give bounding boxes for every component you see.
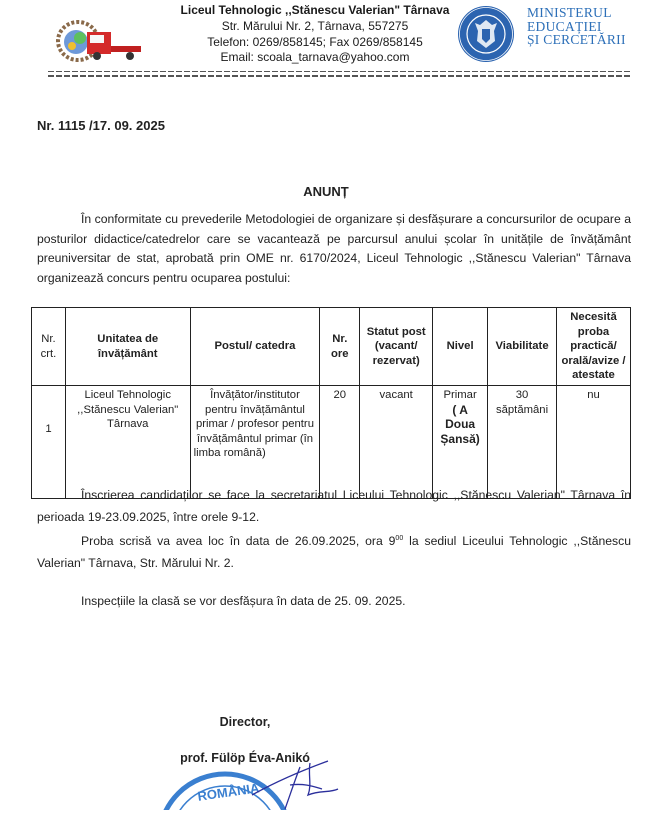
ministry-name xyxy=(527,6,626,47)
header-unitatea: Unitatea de învățământ xyxy=(65,308,190,386)
director-signature xyxy=(250,755,340,810)
cell-unitatea: Liceul Tehnologic ,,Stănescu Valerian" Târnava xyxy=(65,386,190,499)
header-statut: Statut post (vacant/ rezervat) xyxy=(360,308,433,386)
cell-necesita: nu xyxy=(557,386,631,499)
school-address: Str. Mărului Nr. 2, Târnava, 557275 xyxy=(221,19,409,33)
document-title: ANUNȚ xyxy=(303,184,349,199)
director-name: prof. Fülöp Éva-Anikó xyxy=(180,751,310,765)
cell-viabilitate: 30 săptămâni xyxy=(488,386,557,499)
header-viabilitate: Viabilitate xyxy=(488,308,557,386)
inspectii-text: Inspecțiile la clasă se vor desfășura în data de 25. 09. 2025. xyxy=(81,594,406,608)
proba-text-end: la sediul Liceului Tehnologic ,,Stănescu Valerian" Târnava, Str. Mărului Nr. 2. xyxy=(37,534,631,571)
ministry-line-1: MINISTERUL xyxy=(527,5,612,20)
school-logo xyxy=(52,14,147,64)
nivel-extra: ( A Doua Șansă) xyxy=(440,402,480,446)
intro-paragraph xyxy=(37,210,631,288)
cell-nivel xyxy=(433,386,488,499)
header-divider xyxy=(48,71,630,77)
document-number: Nr. 1115 /17. 09. 2025 xyxy=(37,118,165,133)
inscriere-paragraph xyxy=(37,484,631,528)
proba-paragraph xyxy=(37,528,631,574)
table-row xyxy=(32,386,631,499)
header-nr-ore: Nr. ore xyxy=(320,308,360,386)
ministry-line-3: ȘI CERCETĂRII xyxy=(527,32,626,47)
proba-time-superscript: 00 xyxy=(395,535,404,542)
cell-statut: vacant xyxy=(360,386,433,499)
cell-nr-crt: 1 xyxy=(32,386,66,499)
nivel-value: Primar xyxy=(443,389,477,401)
inscriere-text: Înscrierea candidaților se face la secretariatul Liceului Tehnologic ,,Stănescu Valerian" Târnava în perioada 19-23.09.2025, între orele 9-12. xyxy=(37,488,631,524)
header-necesita: Necesită proba practică/ orală/avize / atestate xyxy=(557,308,631,386)
school-email: Email: scoala_tarnava@yahoo.com xyxy=(220,50,410,64)
header-nivel: Nivel xyxy=(433,308,488,386)
school-phone-fax: Telefon: 0269/858145; Fax 0269/858145 xyxy=(207,35,423,49)
posts-table xyxy=(31,307,631,499)
cell-nr-ore: 20 xyxy=(320,386,360,499)
cell-postul: Învățător/institutor pentru învățământul primar / profesor pentru învățământul primar (în limba română) xyxy=(190,386,320,499)
header-nr-crt: Nr. crt. xyxy=(32,308,66,386)
inspectii-paragraph xyxy=(37,592,631,612)
ministry-line-2: EDUCAȚIEI xyxy=(527,18,602,34)
header-postul: Postul/ catedra xyxy=(190,308,320,386)
school-name: Liceul Tehnologic ,,Stănescu Valerian" Târnava xyxy=(180,3,450,17)
intro-text: În conformitate cu prevederile Metodologiei de organizare și desfășurare a concursurilor de ocupare a posturilor didactice/catedrelor care se vacantează pe parcursul anului școlar în unitățile de învățământ preuniversitar de stat, aprobată prin OME nr. 6170/2024, Liceul Tehnologic ,,Stănescu Valerian" Târnava organizează concurs pentru ocuparea postului: xyxy=(37,212,631,285)
director-label: Director, xyxy=(219,715,271,729)
table-header-row xyxy=(32,308,631,386)
proba-text-start: Proba scrisă va avea loc în data de 26.09.2025, ora 9 xyxy=(81,534,396,549)
government-seal-icon xyxy=(457,5,515,63)
svg-text:ROMÂNIA: ROMÂNIA xyxy=(196,780,261,804)
